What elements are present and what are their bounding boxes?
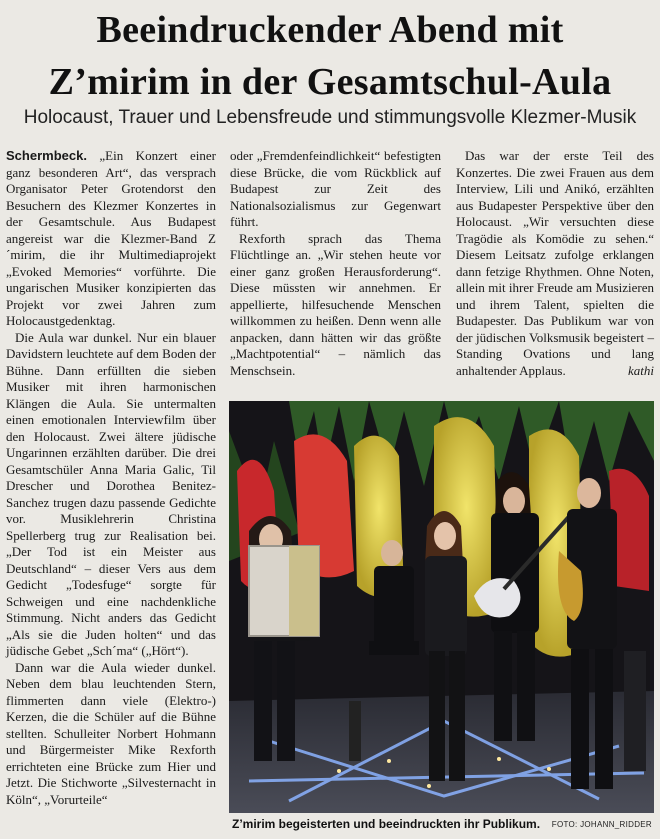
- article-column-1: [6, 148, 216, 808]
- paragraph-text: „Ein Konzert einer ganz besonderen Art“, das versprach Organisator Peter Grotendorst den Besuchern des Klezmer Konzertes in der Gesamtschule. Aus Budapest angereist war die Klezmer-Band Z´mirim, die ihr Multimediaprojekt „Evoked Memories“ vorführte. Die ungarischen Musiker konzipierten das Projekt vor zwei Jahren zum Holocaustgedenktag.: [6, 148, 216, 328]
- concert-photo: [229, 401, 654, 813]
- headline-line-1: Beeindruckender Abend mit: [96, 9, 564, 51]
- dateline: Schermbeck.: [6, 148, 87, 163]
- paragraph: Dann war die Aula wieder dunkel. Neben dem blau leuchtenden Stern, flimmerten dann viele (Elektro-) Kerzen, die die Schüler auf die Bühne stellten. Schulleiter Norbert Hohmann und Bürgermeister Mike Rexforth errichteten eine Brücke zum Hier und Jetzt. Die Stichworte „Silvesternacht in Köln“, „Vorurteile“: [6, 659, 216, 807]
- concert-photo-illustration: [229, 401, 654, 813]
- photo-caption: Z’mirim begeisterten und beeindruckten ihr Publikum.: [232, 817, 541, 831]
- paragraph: oder „Fremdenfeindlichkeit“ befestigten diese Brücke, die vom Rückblick auf Budapest zur Zeit des Nationalsozialismus zur Gegenwart führt.: [230, 148, 441, 229]
- headline: [0, 4, 660, 108]
- photo-credit: FOTO: JOHANN_RIDDER: [551, 820, 652, 829]
- author-signature: kathi: [628, 363, 654, 378]
- paragraph: Rexforth sprach das Thema Flüchtlinge an. „Wir stehen heute vor einer ganz großen Herausforderung“. Diese müssten wir annehmen. Er appellierte, hilfesuchende Menschen willkommen zu heißen. Denn wenn alle anpacken, dann hätten wir das größte „Machtpotential“ – nämlich das Menschsein.: [230, 230, 441, 378]
- article-column-3: [456, 148, 654, 380]
- paragraph: Das war der erste Teil des Konzertes. Die zwei Frauen aus dem Interview, Lili und Anikó, erzählten aus Budapester Perspektive über den Holocaust. „Wir versuchten diese Tragödie als Komödie zu sehen.“ Diesem Leitsatz zufolge erklangen dann fetzige Rhythmen. Ohne Noten, allein mit ihrer Freude am Musizieren und ihrem Talent, spielten die Budapester. Das Publikum war von der jüdischen Volksmusik begeistert – Standing Ovations und lang anhaltender Applaus.: [456, 148, 654, 378]
- subheadline: Holocaust, Trauer und Lebensfreude und stimmungsvolle Klezmer-Musik: [23, 107, 637, 128]
- paragraph: Die Aula war dunkel. Nur ein blauer Davidstern leuchtete auf dem Boden der Bühne. Dann erfüllten die sieben Musiker mit ihren harmonischen Klängen die Aula. Sie untermalten einen emotionalen Interviewfilm über den Holocaust. Zwei ältere jüdische Ungarinnen erzählten darüber. Die drei Gesamtschüler Anna Maria Galic, Til Drescher und Dorothea Benitez-Sanchez trugen dazu passende Gedichte vor. Musiklehrerin Christina Spellerberg trug zur Realisation bei. „Der Tod ist ein Meister aus Deutschland“ – dieser Vers aus dem Gedicht „Todesfuge“ sorgte für Schweigen und eine nachdenkliche Stimmung. Nicht anders das Gedicht „Als sie die Juden holten“ und das jüdische Gebet „Sch´ma“ („Hört“).: [6, 329, 216, 658]
- paragraph: [6, 148, 216, 330]
- headline-line-2: Z’mirim in der Gesamtschul-Aula: [48, 61, 612, 103]
- article-column-2: [230, 148, 441, 379]
